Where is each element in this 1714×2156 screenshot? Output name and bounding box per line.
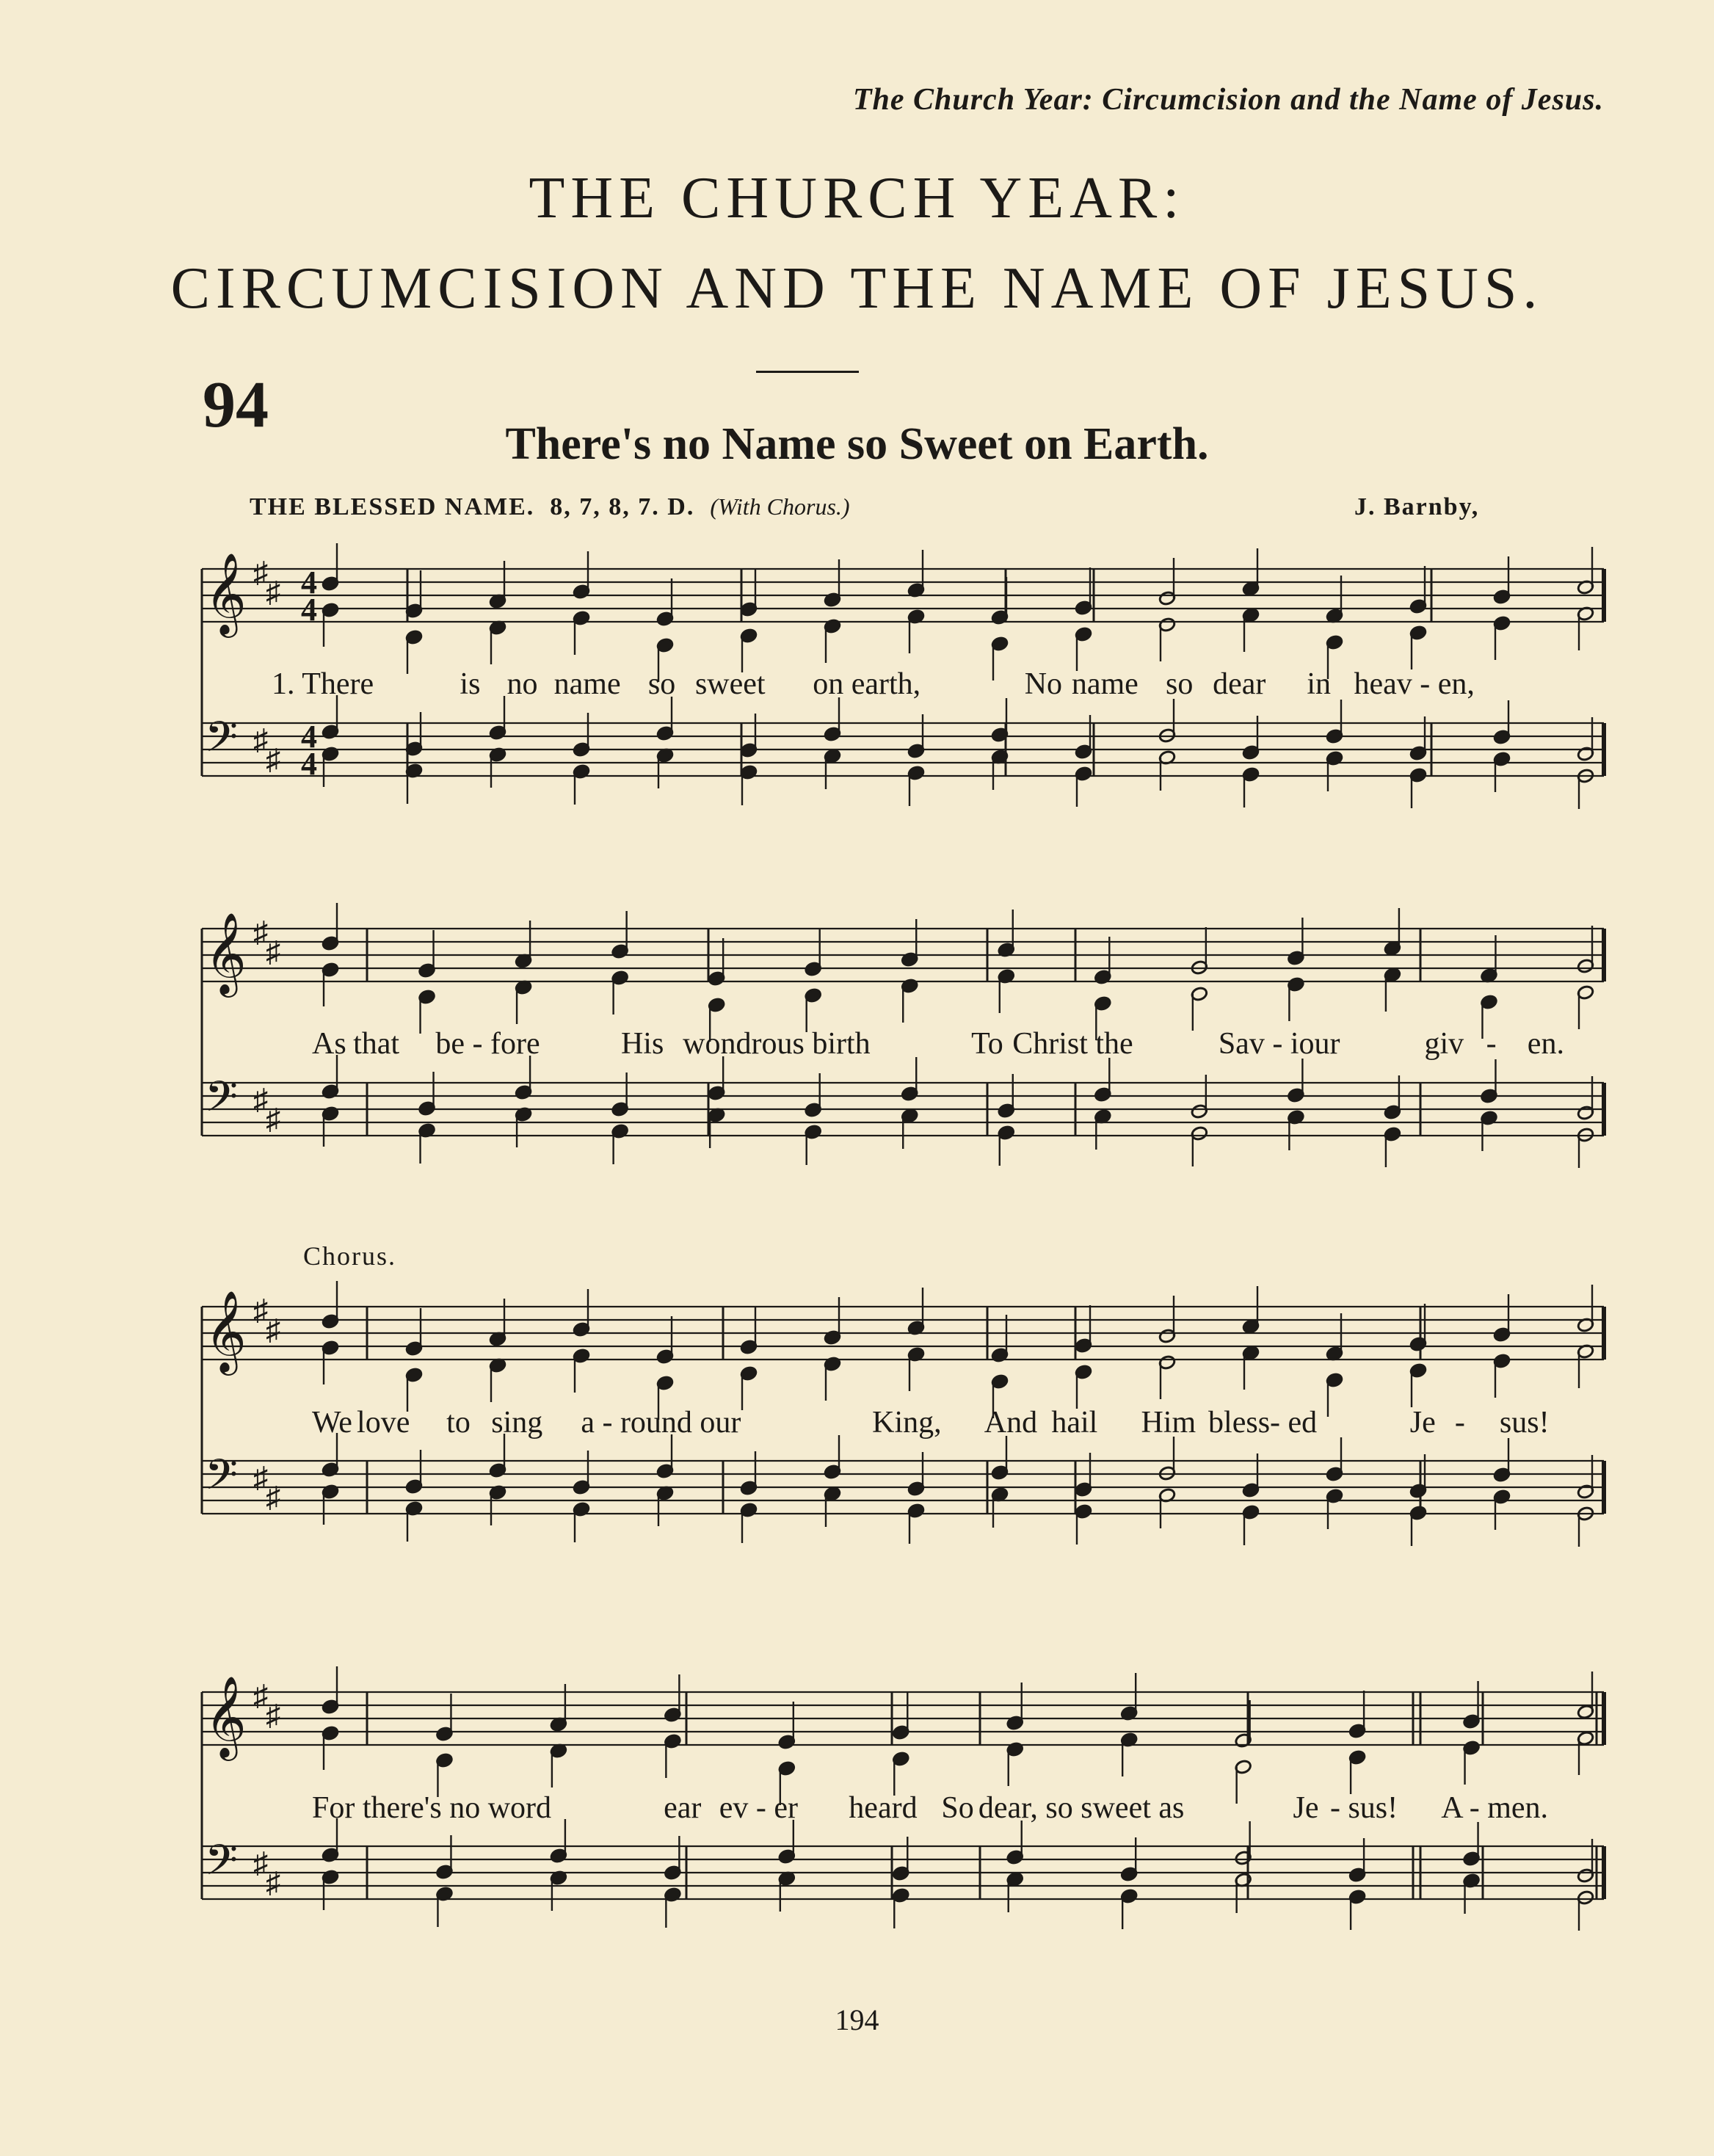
lyric-syllable: in <box>1307 667 1332 701</box>
lyric-syllable: giv <box>1424 1027 1464 1061</box>
lyric-syllable: As <box>312 1027 346 1061</box>
bass-clef-icon: 𝄢 <box>205 1450 239 1510</box>
lyric-syllable: so <box>647 667 676 701</box>
lyric-syllable: so <box>1166 667 1194 701</box>
lyric-syllable: Him <box>1141 1406 1196 1440</box>
tune-meter: 8, 7, 8, 7. D. <box>550 493 695 520</box>
lyric-syllable: sus! <box>1499 1406 1550 1440</box>
sharp-icon: ♯ <box>253 1083 268 1116</box>
lyric-syllable: - <box>1454 1406 1465 1440</box>
lyric-syllable: dear, so sweet as <box>978 1791 1185 1825</box>
lyric-syllable: Je <box>1409 1406 1436 1440</box>
lyric-syllable: So <box>941 1791 974 1825</box>
lyric-syllable: And <box>984 1406 1038 1440</box>
lyric-syllable: is <box>460 667 481 701</box>
lyric-syllable: - sus! <box>1329 1791 1398 1825</box>
lyric-syllable: We <box>312 1406 352 1440</box>
treble-clef-icon: 𝄞 <box>205 552 247 634</box>
sharp-icon: ♯ <box>266 1103 280 1136</box>
bass-clef-icon: 𝄢 <box>205 1835 239 1895</box>
page-number: 194 <box>835 2003 879 2036</box>
running-head: The Church Year: Circumcision and the Name of Jesus. <box>852 83 1604 117</box>
lyric-syllable: ear <box>664 1791 702 1825</box>
sharp-icon: ♯ <box>253 1293 268 1326</box>
lyric-syllable: en. <box>1527 1027 1564 1061</box>
lyric-syllable: to <box>446 1406 471 1440</box>
lyric-syllable: bless- ed <box>1208 1406 1318 1440</box>
treble-time-signature-top: 4 <box>301 565 317 600</box>
sharp-icon: ♯ <box>253 723 268 756</box>
lyric-syllable: no <box>506 667 538 701</box>
lyric-syllable: His <box>620 1027 664 1061</box>
treble-clef-icon: 𝄞 <box>205 1290 247 1372</box>
lyric-syllable: No <box>1024 667 1063 701</box>
lyric-syllable: 1. There <box>272 667 374 701</box>
page-title-line-1: THE CHURCH YEAR: <box>529 166 1185 231</box>
treble-clef-icon: 𝄞 <box>205 1675 247 1757</box>
hymn-number: 94 <box>203 369 269 441</box>
lyric-syllable: Christ the <box>1012 1027 1133 1061</box>
lyric-syllable: Je <box>1293 1791 1319 1825</box>
sharp-icon: ♯ <box>253 1461 268 1494</box>
bass-clef-icon: 𝄢 <box>205 1072 239 1132</box>
sharp-icon: ♯ <box>253 556 268 589</box>
composer: J. Barnby, <box>1354 493 1480 520</box>
sharp-icon: ♯ <box>253 1679 268 1712</box>
sharp-icon: ♯ <box>266 1481 280 1514</box>
lyric-syllable: on earth, <box>813 667 921 701</box>
lyric-syllable: a - round our <box>581 1406 741 1440</box>
hymn-title: There's no Name so Sweet on Earth. <box>505 419 1209 469</box>
lyric-syllable: For there's no word <box>312 1791 552 1825</box>
bass-clef-icon: 𝄢 <box>205 712 239 772</box>
lyric-syllable: A - men. <box>1441 1791 1549 1825</box>
lyric-syllable: - <box>1486 1027 1497 1061</box>
lyric-syllable: wondrous birth <box>683 1027 871 1061</box>
lyric-syllable: heav - en, <box>1354 667 1475 701</box>
lyric-syllable: name <box>1071 667 1139 701</box>
lyric-syllable: To <box>971 1027 1003 1061</box>
treble-clef-icon: 𝄞 <box>205 912 247 994</box>
page-title-line-2: CIRCUMCISION AND THE NAME OF JESUS. <box>170 256 1544 321</box>
lyric-syllable: sing <box>491 1406 543 1440</box>
sharp-icon: ♯ <box>266 743 280 776</box>
chorus-label: Chorus. <box>303 1241 397 1271</box>
sharp-icon: ♯ <box>266 1699 280 1732</box>
lyric-syllable: love <box>357 1406 410 1440</box>
sharp-icon: ♯ <box>266 1866 280 1899</box>
sharp-icon: ♯ <box>253 915 268 948</box>
sharp-icon: ♯ <box>266 576 280 609</box>
lyric-syllable: sweet <box>694 667 766 701</box>
lyric-syllable: King, <box>872 1406 942 1440</box>
lyric-syllable: ev - er <box>719 1791 799 1825</box>
lyric-syllable: hail <box>1051 1406 1098 1440</box>
treble-time-signature-bottom: 4 <box>301 592 317 628</box>
bass-time-signature-top: 4 <box>301 719 317 755</box>
sharp-icon: ♯ <box>266 1313 280 1346</box>
sharp-icon: ♯ <box>253 1846 268 1879</box>
bass-time-signature-bottom: 4 <box>301 746 317 782</box>
lyric-syllable: be - fore <box>435 1027 540 1061</box>
lyric-syllable: that <box>353 1027 400 1061</box>
tune-note: (With Chorus.) <box>710 493 850 520</box>
tune-name: THE BLESSED NAME. <box>250 493 535 520</box>
sharp-icon: ♯ <box>266 935 280 968</box>
lyric-syllable: dear <box>1213 667 1266 701</box>
lyric-syllable: heard <box>849 1791 918 1825</box>
lyric-syllable: name <box>553 667 621 701</box>
lyric-syllable: Sav - iour <box>1218 1027 1340 1061</box>
